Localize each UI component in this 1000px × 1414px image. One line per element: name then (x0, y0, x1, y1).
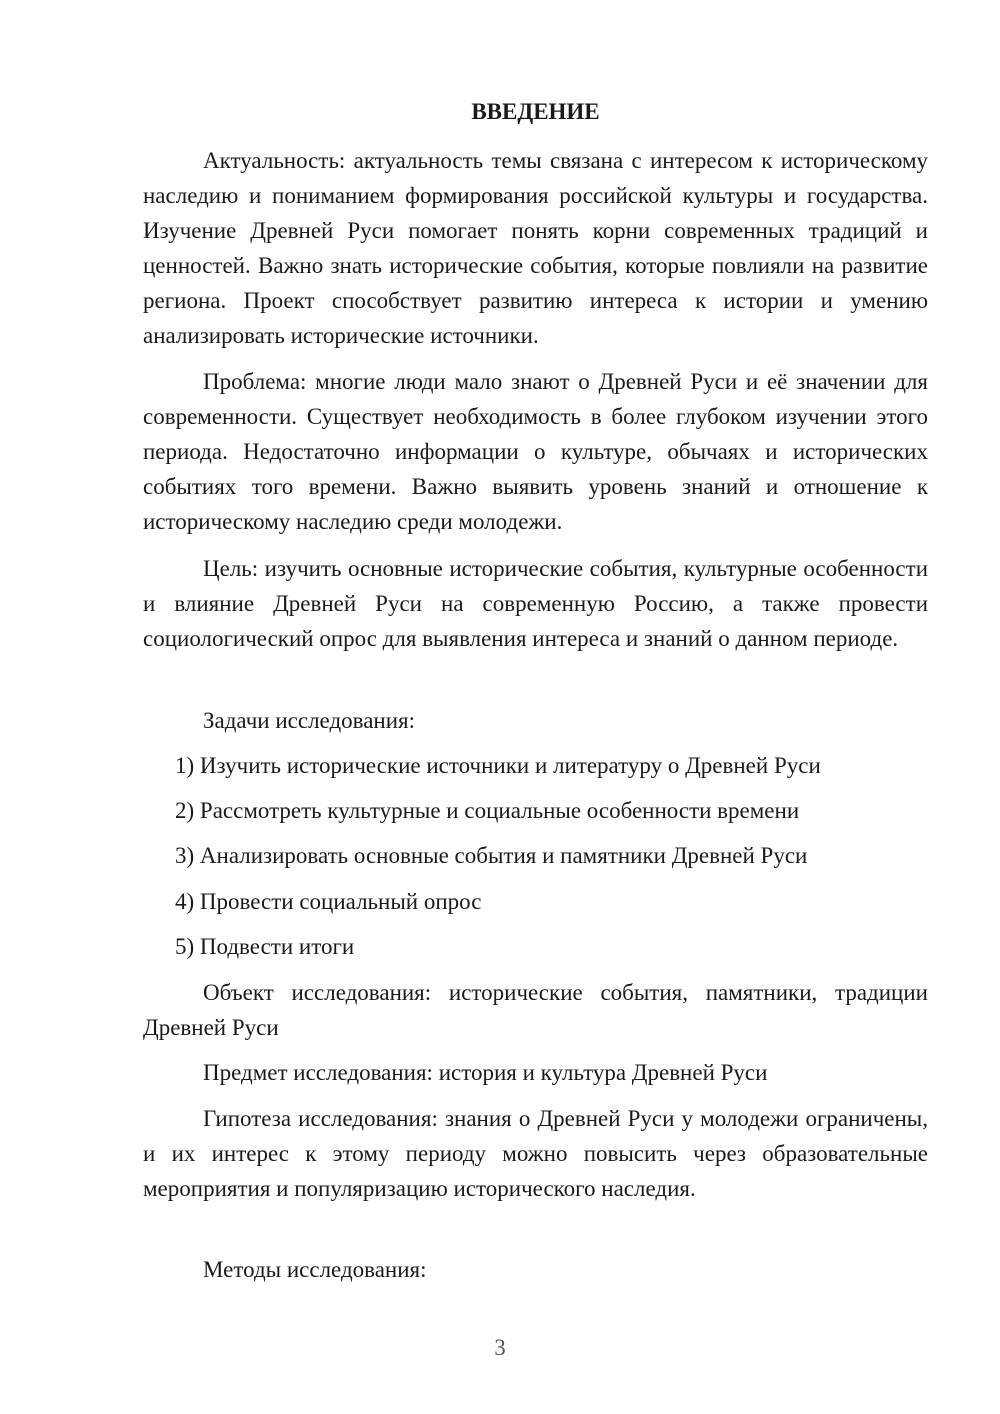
task-item-1: 1) Изучить исторические источники и литературу о Древней Руси (175, 753, 821, 778)
task-item-4: 4) Провести социальный опрос (175, 889, 482, 914)
object-paragraph: Объект исследования: исторические события, памятники, традиции Древней Руси (143, 980, 928, 1040)
goal-paragraph: Цель: изучить основные исторические события, культурные особенности и влияние Древней Руси на современную Россию, а также провести социологический опрос для выявления интереса и знаний о данном периоде. (143, 556, 928, 651)
tasks-heading: Задачи исследования: (203, 708, 416, 733)
task-item-5: 5) Подвести итоги (175, 934, 355, 959)
problem-paragraph: Проблема: многие люди мало знают о Древней Руси и её значении для современности. Существует необходимость в более глубоком изучении этого периода. Недостаточно информации о культуре, обычаях и исторических событиях того времени. Важно выявить уровень знаний и отношение к историческому наследию среди молодежи. (143, 369, 928, 534)
page-number: 3 (494, 1335, 506, 1360)
hypothesis-paragraph: Гипотеза исследования: знания о Древней Руси у молодежи ограничены, и их интерес к этому периоду можно повысить через образовательные мероприятия и популяризацию исторического наследия. (143, 1106, 928, 1201)
methods-heading: Методы исследования: (203, 1257, 427, 1282)
task-item-2: 2) Рассмотреть культурные и социальные особенности времени (175, 798, 800, 823)
relevance-paragraph: Актуальность: актуальность темы связана с интересом к историческому наследию и пониманием формирования российской культуры и государства. Изучение Древней Руси помогает понять корни современных традиций и ценностей. Важно знать исторические события, которые повлияли на развитие региона. Проект способствует развитию интереса к истории и умению анализировать исторические источники. (143, 148, 928, 348)
subject-paragraph: Предмет исследования: история и культура Древней Руси (203, 1060, 768, 1085)
section-title: ВВЕДЕНИЕ (471, 99, 600, 124)
task-item-3: 3) Анализировать основные события и памятники Древней Руси (175, 843, 808, 868)
